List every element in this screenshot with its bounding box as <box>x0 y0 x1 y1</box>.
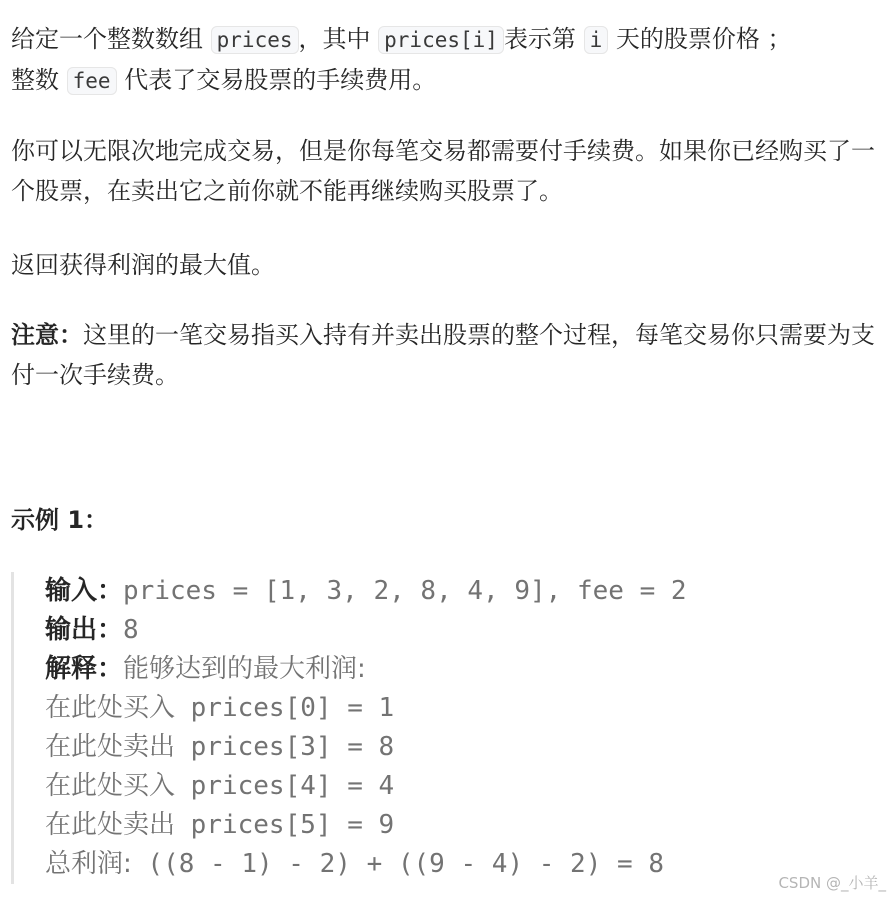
output-value: 8 <box>123 615 139 645</box>
example-step <box>45 767 871 806</box>
problem-note <box>11 315 886 395</box>
step-action: 在此处卖出 <box>45 732 176 762</box>
total-label: 总利润: <box>45 849 132 879</box>
input-value: prices = [1, 3, 2, 8, 4, 9], fee = 2 <box>123 576 687 606</box>
step-action: 在此处卖出 <box>45 810 176 840</box>
intro-text-5: 整数 <box>11 66 67 94</box>
step-expr: prices[0] = 1 <box>175 693 395 723</box>
code-fee: fee <box>67 67 117 95</box>
code-prices: prices <box>211 26 299 54</box>
code-i: i <box>584 26 609 54</box>
example-input-line <box>45 572 871 611</box>
example-output-line <box>45 611 871 650</box>
note-label: 注意： <box>11 321 83 349</box>
problem-return: 返回获得利润的最大值。 <box>11 251 275 279</box>
code-prices-i: prices[i] <box>378 26 504 54</box>
example-block <box>11 572 871 884</box>
input-label: 输入： <box>45 576 124 606</box>
step-expr: prices[4] = 4 <box>175 771 395 801</box>
step-action: 在此处买入 <box>45 771 176 801</box>
example-step <box>45 806 871 845</box>
example-step <box>45 728 871 767</box>
example-explain-line <box>45 650 871 689</box>
example-step <box>45 689 871 728</box>
explain-label: 解释： <box>45 654 124 684</box>
intro-text-3: 表示第 <box>503 25 584 53</box>
intro-text-1: 给定一个整数数组 <box>11 25 211 53</box>
problem-rules: 你可以无限次地完成交易，但是你每笔交易都需要付手续费。如果你已经购买了一个股票，在卖出它之前你就不能再继续购买股票了。 <box>11 137 875 205</box>
step-expr: prices[3] = 8 <box>175 732 395 762</box>
example-heading: 示例 1： <box>11 506 109 534</box>
example-total-line <box>45 845 871 884</box>
output-label: 输出： <box>45 615 124 645</box>
step-action: 在此处买入 <box>45 693 176 723</box>
intro-text-2: ，其中 <box>298 25 379 53</box>
intro-text-4: 天的股票价格 ； <box>608 25 792 53</box>
intro-text-6: 代表了交易股票的手续费用。 <box>116 66 437 94</box>
watermark: CSDN @_小羊_ <box>778 874 886 892</box>
problem-intro <box>11 19 886 101</box>
explain-value: 能够达到的最大利润: <box>123 654 366 684</box>
note-text: 这里的一笔交易指买入持有并卖出股票的整个过程，每笔交易你只需要为支付一次手续费。 <box>11 321 875 389</box>
total-expr: ((8 - 1) - 2) + ((9 - 4) - 2) = 8 <box>131 849 664 879</box>
step-expr: prices[5] = 9 <box>175 810 395 840</box>
